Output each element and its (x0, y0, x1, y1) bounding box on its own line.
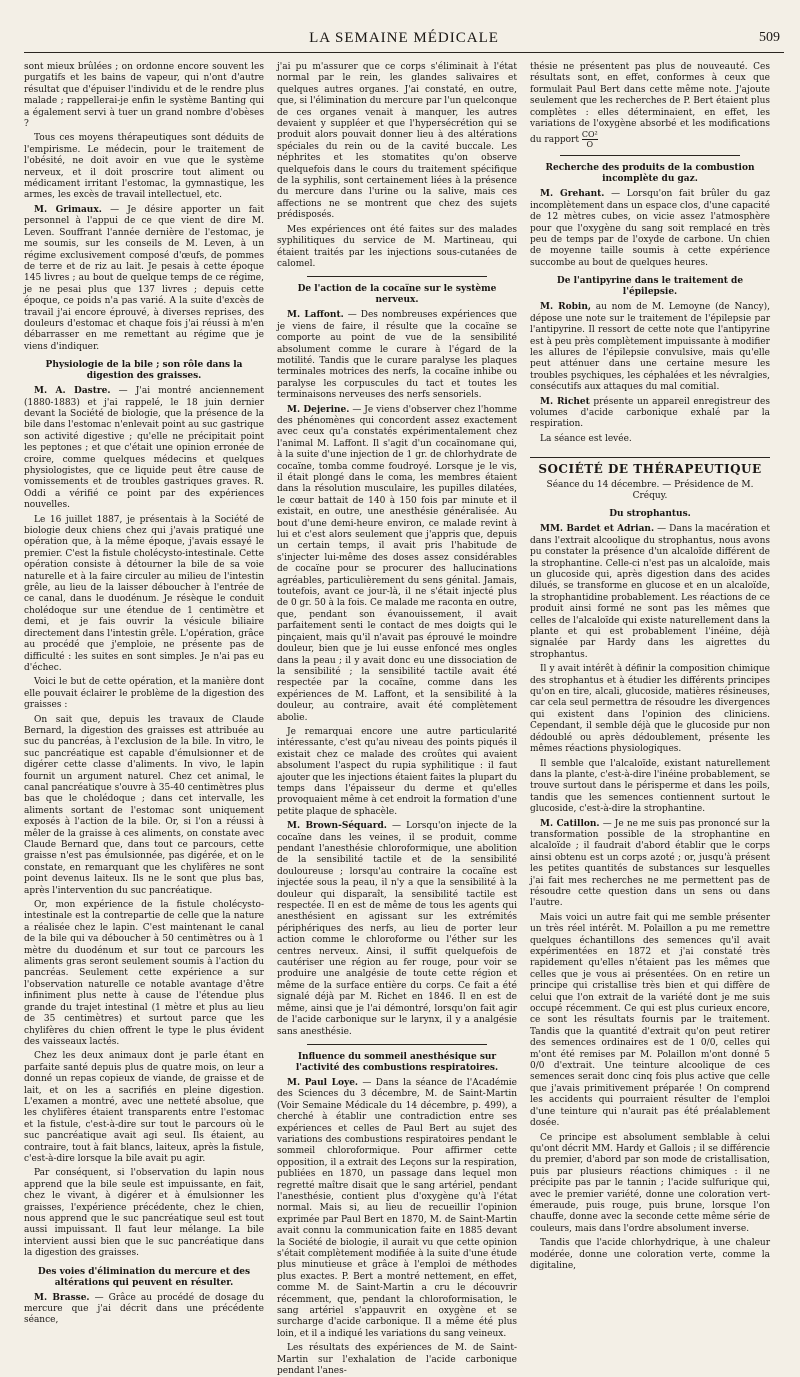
speaker-name: M. Brasse. (34, 1292, 90, 1303)
paragraph (530, 189, 770, 269)
speaker-name: M. Laffont. (287, 310, 344, 321)
paragraph (24, 205, 264, 353)
paragraph: Tous ces moyens thérapeutiques sont déduits de l'empirisme. Le médecin, pour le traitement de l'obésité, ne doit avoir en vue que le système nerveux, et il doit proscrire tout aliment ou médicament irritant l'estomac, la gymnastique, les armes, les excès de travail intellectuel, etc. (24, 133, 264, 201)
paragraph (277, 821, 517, 1038)
paragraph: sont mieux brûlées ; on ordonne encore souvent les purgatifs et les bains de vapeur, qui n'ont d'autre résultat que d'épuiser l'individu et de le rendre plus malade ; rappellerai-je enfin le système Banting qui a également servi à tuer un grand nombre d'obèses ? (24, 62, 264, 130)
paragraph-text: — Je viens d'observer chez l'homme des phénomènes qui concordent assez exactement avec ceux qu'a constatés expérimentalement chez l'animal M. Laffont. Il s'agit d'un cocaïnomane qui, à la suite d'une injection de 1 gr. de chlorhydrate de cocaïne, tomba comme foudroyé. Lorsque je le vis, il était plongé dans le coma, les membres étaient dans la résolution musculaire, les pupilles dilatées, le cœur battait de 140 à 150 fois par minute et il existait, en outre, une anesthésie généralisée. Au bout d'une demi-heure environ, ce malade revint à lui et c'est alors seulement que j'appris que, depuis un certain temps, il avait pris l'habitude de s'injecter lui-même des doses assez considérables de cocaïne pour se procurer des hallucinations agréables, particulièrement du sens génital. Jamais, toutefois, avant ce jour-là, il ne s'était injecté plus de 0 gr. 50 à la fois. Ce malade me raconta en outre, que, pendant son évanouissement, il avait parfaitement senti le contact de mes doigts qui le pinçaient, mais qu'il n'avait pas éprouvé le moindre douleur, bien que je lui eusse enfoncé mes ongles dans la peau ; il y avait donc eu une dissociation de la sensibilité ; la sensibilité tactile avait été respectée par la cocaïne, comme dans les expériences de M. Laffont, et la sensibilité à la douleur, au contraire, avait été complètement abolie. (277, 404, 518, 723)
paragraph (530, 302, 770, 393)
section-heading: Recherche des produits de la combustion incomplète du gaz. (545, 163, 755, 185)
paragraph-text: — J'ai montré anciennement (1880-1883) et j'ai rappelé, le 18 juin dernier devant la Société de biologie, que la présence de la bile dans l'estomac n'enlevait point au suc gastrique son activité digestive ; qu'elle ne précipitait point les peptones ; et que c'était une opinion erronée de croire, comme quelques médecins et quelques physiologistes, que ce liquide peut être cause de vomissements et de troubles gastriques graves. R. Oddi a vérifié ce point par des expériences nouvelles. (24, 386, 264, 511)
speaker-name: M. Paul Loye. (287, 1077, 359, 1088)
speaker-name: M. Grehant. (540, 189, 605, 200)
paragraph (530, 397, 770, 431)
paragraph (24, 1293, 264, 1327)
fraction-numerator: CO² (581, 130, 598, 140)
section-heading: De l'action de la cocaïne sur le système nerveux. (297, 284, 497, 306)
paragraph: Je remarquai encore une autre particularité intéressante, c'est qu'au niveau des points piqués il existait chez ce malade des croûtes qui avaient absolument l'aspect du rupia syphilitique : il faut ajouter que les injections étaient faites la plupart du temps dans l'épaisseur du derme et qu'elles provoquaient même à cet endroit la formation d'une petite plaque de sphacèle. (277, 726, 517, 817)
paragraph-text: — Dans la séance de l'Académie des Sciences du 3 décembre, M. de Saint-Martin (Voir Semaine Médicale du 14 décembre, p. 499), a cherché à établir une contradiction entre ses expériences et celles de Paul Bert au sujet des variations des combustions respiratoires pendant le sommeil chloroformique. Pour affirmer cette opposition, il a extrait des Leçons sur la respiration, publiées en 1870, un passage dans lequel mon regretté maître disait que le sang artériel, pendant l'anesthésie, contient plus d'oxygène qu'à l'état normal. Mais si, au lieu de recueillir l'opinion exprimée par Paul Bert en 1870, M. de Saint-Martin avait connu la communication faite en 1885 devant la Société de biologie, il aurait vu que cette opinion s'était complètement modifiée à la suite d'une étude plus minutieuse et grâce à l'emploi de méthodes plus exactes. P. Bert a montré nettement, en effet, comme M. de Saint-Martin a cru le découvrir récemment, que, pendant la chloroformisation, le sang artériel s'appauvrit en oxygène et se surcharge d'acide carbonique. Il a même été plus loin, et il a indiqué les variations du sang veineux. (277, 1077, 517, 1339)
paragraph (24, 386, 264, 511)
society-heading: SOCIÉTÉ DE THÉRAPEUTIQUE (530, 457, 770, 475)
speaker-name: M. A. Dastre. (34, 386, 111, 397)
journal-title: LA SEMAINE MÉDICALE (309, 30, 499, 46)
column-2 (277, 62, 518, 1377)
paragraph-text: — Dans la macération et dans l'extrait alcoolique du strophantus, nous avons pu constater la présence d'un alcaloïde différent de la strophantine. Celle-ci n'est pas un alcaloïde, mais un glucoside qui, après digestion dans des acides dilués, se transforme en glucose et en un alcaloïde, la strophantidine probablement. Les réactions de ce produit ainsi formé ne sont pas les mêmes que celles de l'alcaloïde qui existe naturellement dans la plante et qui est probablement l'inéine, déjà signalée par Hardy dans les aigrettes du strophantus. (530, 524, 770, 660)
paragraph (277, 310, 517, 401)
paragraph-text: — Grâce au procédé de dosage du mercure que j'ai décrit dans une précédente séance, (24, 1292, 264, 1326)
paragraph-text: — Lorsqu'on fait brûler du gaz incomplètement dans un espace clos, d'une capacité de 12 mètres cubes, on vicie assez l'atmosphère pour que l'oxygène du sang soit remplacé en très peu de temps par de l'oxyde de carbone. Un chien de moyenne taille soumis à cette expérience succombe au bout de quelques heures. (530, 189, 770, 268)
paragraph-text: — Je désire apporter un fait personnel à l'appui de ce que vient de dire M. Leven. Souffrant l'année dernière de l'estomac, je me soumis, sur les conseils de M. Leven, à un régime exclusivement composé d'œufs, de pommes de terre et de riz au lait. Je pesais à cette époque 145 livres ; au bout de quelque temps de ce régime, je ne pesai plus que 137 livres ; depuis cette époque, ce poids n'a pas varié. A la suite d'excès de travail j'ai encore éprouvé, à diverses reprises, des douleurs d'estomac et chaque fois j'ai réussi à m'en débarrasser en me remettant au régime que je viens d'indiquer. (24, 204, 264, 352)
paragraph: Mes expériences ont été faites sur des malades syphilitiques du service de M. Martineau, qui étaient traités par les injections sous-cutanées de calomel. (277, 224, 517, 269)
section-heading: De l'antipyrine dans le traitement de l'épilepsie. (556, 276, 744, 298)
column-3 (530, 62, 770, 1271)
paragraph-text: — Je ne me suis pas prononcé sur la transformation possible de la strophantine en alcaloïde ; il faudrait d'abord établir que le corps ainsi obtenu est un corps azoté ; or, jusqu'à présent les petites quantités de substances sur lesquelles j'ai fait mes recherches ne me permettent pas de résoudre cette question dans un sens ou dans l'autre. (530, 818, 770, 909)
column-1 (24, 62, 264, 1326)
speaker-name: M. Robin, (540, 302, 591, 313)
divider (560, 155, 740, 156)
speaker-name: M. Grimaux. (34, 204, 102, 215)
paragraph: j'ai pu m'assurer que ce corps s'éliminait à l'état normal par le rein, les glandes salivaires et quelques autres organes. J'ai constaté, en outre, que, si l'élimination du mercure par l'un quelconque de ces organes venait à manquer, les autres devaient y suppléer et que l'hypersécrétion qui se produit alors pouvait donner lieu à des altérations spéciales du rein ou de la cavité buccale. Les néphrites et les stomatites qu'on observe quelquefois dans le cours du traitement spécifique de la syphilis, sont certainement liées à la présence du mercure dans l'urine ou la salive, mais ces affections ne se montrent que chez des sujets prédisposés. (277, 62, 517, 221)
paragraph (277, 405, 517, 724)
section-heading: Du strophantus. (609, 509, 691, 520)
speaker-name: M. Dejerine. (287, 404, 350, 415)
speaker-name: M. Catillon. (540, 818, 600, 829)
speaker-name: MM. Bardet et Adrian. (540, 524, 655, 535)
paragraph-text: — Lorsqu'on injecte de la cocaïne dans les veines, il se produit, comme pendant l'anesthésie chloroformique, une abolition de la sensibilité tactile et de la sensibilité douloureuse ; lorsqu'au contraire la cocaïne est injectée sous la peau, il n'y a que la sensibilité à la douleur qui disparaît, la sensibilité tactile est respectée. Il en est de même de tous les agents qui anesthésient en agissant sur les extrémités périphériques des nerfs, au lieu de porter leur action comme le chloroforme ou l'éther sur les centres nerveux. Ainsi, il suffit quelquefois de cautériser une région au fer rouge, pour voir se produire une analgésie de toute cette région et même de la surface entière du corps. Ce fait a été signalé déjà par M. Richet en 1846. Il en est de même, ainsi que je l'ai démontré, lorsqu'on fait agir de l'acide carbonique sur le larynx, il y a analgésie sans anesthésie. (277, 821, 517, 1037)
page-number: 509 (759, 30, 780, 45)
paragraph: Ce principe est absolument semblable à celui qu'ont décrit MM. Hardy et Gallois ; il se différencie du premier, d'abord par son mode de cristallisation, puis par plusieurs réactions chimiques : il ne précipite pas par le tannin ; l'acide sulfurique qui, avec le premier variété, donne une coloration vert-émeraude, puis rouge, puis brune, lorsque l'on chauffe, donne avec la seconde cette même série de couleurs, mais dans l'ordre absolument inverse. (530, 1132, 770, 1234)
paragraph: Chez les deux animaux dont je parle étant en parfaite santé depuis plus de quatre mois, on leur a donné un repas copieux de viande, de graisse et de lait, et on les a sacrifiés en pleine digestion. L'examen a montré, avec une netteté absolue, que les chylifères étaient transparents entre l'estomac et la fistule, c'est-à-dire sur tout le parcours où le suc pancréatique avait agi seul. Ils étaient, au contraire, tout à fait blancs, laiteux, après la fistule, c'est-à-dire lorsque la bile avait pu agir. (24, 1051, 264, 1164)
paragraph: Or, mon expérience de la fistule cholécysto-intestinale est la contrepartie de celle que la nature a réalisée chez le lapin. C'est maintenant le canal de la bile qui va déboucher à 50 centimètres ou à 1 mètre du duodénum et sur tout ce parcours les aliments gras seront seulement soumis à l'action du pancréas. Seulement cette expérience a sur l'observation naturelle ce notable avantage d'être infiniment plus nette à cause de l'étendue plus grande du trajet intestinal (1 mètre et plus au lieu de 35 centimètres) et surtout parce que les chylifères du chien offrent le type le plus évident des vaisseaux lactés. (24, 900, 264, 1047)
paragraph: Voici le but de cette opération, et la manière dont elle pouvait éclairer le problème de la digestion des graisses : (24, 677, 264, 711)
paragraph-text: thésie ne présentent pas plus de nouveauté. Ces résultats sont, en effet, conformes à ceux que formulait Paul Bert dans cette même note. J'ajoute seulement que les recherches de P. Bert étaient plus complètes : elles déterminaient, en effet, les variations de l'oxygène absorbé et les modifications du rapport (530, 62, 770, 146)
paragraph (530, 524, 770, 661)
paragraph: On sait que, depuis les travaux de Claude Bernard, la digestion des graisses est attribuée au suc du pancréas, à l'exclusion de la bile. In vitro, le suc pancréatique est capable d'émulsionner et de digérer cette classe d'aliments. In vivo, le lapin fournit un argument naturel. Chez cet animal, le canal pancréatique s'ouvre à 35-40 centimètres plus bas que le cholédoque ; dans cet intervalle, les aliments sortant de l'estomac sont uniquement exposés à l'action de la bile. Or, si l'on a réussi à mêler de la graisse à ces aliments, on constate avec Claude Bernard que, dans tout ce parcours, cette graisse n'est pas émulsionnée, pas digérée, et on le constate, en remarquant que les chylifères ne sont point devenus laiteux. Ils ne le sont que plus bas, après l'intervention du suc pancréatique. (24, 714, 264, 896)
session-line: Séance du 14 décembre. — Présidence de M. Créquy. (546, 479, 754, 501)
section-heading: Influence du sommeil anesthésique sur l'activité des combustions respiratoires. (295, 1051, 499, 1073)
paragraph: Il semble que l'alcaloïde, existant naturellement dans la plante, c'est-à-dire l'inéine probablement, se trouve surtout dans le périsperme et dans les poils, tandis que les semences contiennent surtout le glucoside, c'est-à-dire la strophantine. (530, 758, 770, 815)
paragraph: Les résultats des expériences de M. de Saint-Martin sur l'exhalation de l'acide carbonique pendant l'anes- (277, 1343, 517, 1377)
section-heading: Des voies d'élimination du mercure et des altérations qui peuvent en résulter. (37, 1266, 251, 1288)
paragraph: Il y avait intérêt à définir la composition chimique des strophantus et à étudier les différents principes qu'on en tire, alcali, glucoside, matières résineuses, car cela seul permettra de résoudre les divergences qui existent dans l'opinion des cliniciens. Cependant, il semble déjà que le glucoside pur non dédoublé ou après dédoublement, présente les mêmes réactions physiologiques. (530, 664, 770, 755)
paragraph: Le 16 juillet 1887, je présentais à la Société de biologie deux chiens chez qui j'avais pratiqué une opération que, à la même époque, j'avais essayé le premier. C'est la fistule cholécysto-intestinale. Cette opération consiste à détourner la bile de sa voie naturelle et à la faire circuler au milieu de l'intestin grêle, au lieu de la laisser déboucher à l'entrée de ce canal, dans le duodénum. Je résèque le conduit cholédoque sur une étendue de 1 centimètre et demi, et je fais ouvrir la vésicule biliaire directement dans l'intestin grêle. L'opération, grâce au procédé que j'emploie, ne présente pas de difficulté : les suites en sont simples. Je n'ai pas eu d'échec. (24, 514, 264, 673)
speaker-name: M. Richet (540, 396, 590, 407)
paragraph (277, 1078, 517, 1340)
paragraph (530, 62, 770, 149)
paragraph-text: présente un appareil enregistreur des volumes d'acide carbonique exhalé par la respiration. (530, 396, 770, 430)
divider (307, 1044, 487, 1045)
divider (307, 276, 487, 277)
paragraph: Tandis que l'acide chlorhydrique, à une chaleur modérée, donne une coloration verte, comme la digitaline, (530, 1238, 770, 1271)
paragraph: Mais voici un autre fait qui me semble présenter un très réel intérêt. M. Polaillon a pu me remettre quelques échantillons des semences qu'il avait expérimentées en 1872 et j'ai constaté très rapidement qu'elles n'étaient pas les mêmes que celles que je vous ai présentées. On en retire un principe qui cristallise très bien et qui diffère de celui que l'on extrait de la variété dont je me suis occupé récemment. Ce qui est plus curieux encore, ce sont les résultats fournis par le traitement. Tandis que la quantité d'extrait qu'on peut retirer des semences ordinaires est de 1 0/0, celles qui m'ont été remises par M. Polaillon m'ont donné 5 0/0 d'extrait. Une teinture alcoolique de ces semences serait donc cinq fois plus active que celle que j'avais primitivement préparée ! On comprend les accidents qui pourraient résulter de l'emploi d'une teinture qui n'aurait pas été préalablement dosée. (530, 912, 770, 1129)
paragraph-text: au nom de M. Lemoyne (de Nancy), dépose une note sur le traitement de l'épilepsie par l'antipyrine. Il ressort de cette note que l'antipyrine est à peu près complètement impuissante à modifier les allures de l'épilepsie convulsive, mais qu'elle peut atténuer dans une certaine mesure les troubles psychiques, les céphalées et les névralgies, consécutifs aux attaques du mal comitial. (530, 302, 770, 393)
section-heading: Physiologie de la bile ; son rôle dans la digestion des graisses. (45, 360, 243, 382)
paragraph: Par conséquent, si l'observation du lapin nous apprend que la bile seule est impuissante, en fait, chez le vivant, à digérer et à émulsionner les graisses, l'expérience précédente, chez le chien, nous apprend que le suc pancréatique seul est tout aussi impuissant. Il faut leur mélange. La bile intervient aussi bien que le suc pancréatique dans la digestion des graisses. (24, 1168, 264, 1259)
paragraph: La séance est levée. (540, 433, 632, 444)
speaker-name: M. Brown-Séquard. (287, 821, 387, 832)
page-header (24, 28, 784, 53)
ratio-fraction (582, 130, 598, 149)
fraction-denominator: O (586, 140, 594, 150)
paragraph (530, 819, 770, 910)
paragraph-text: — Des nombreuses expériences que je viens de faire, il résulte que la cocaïne se comporte au point de vue de la sensibilité absolument comme le curare à l'égard de la motilité. Tandis que le curare paralyse les plaques terminales motrices des nerfs, la cocaïne inhibe ou paralyse les corpuscules du tact et toutes les terminaisons nerveuses des nerfs sensoriels. (277, 310, 517, 401)
